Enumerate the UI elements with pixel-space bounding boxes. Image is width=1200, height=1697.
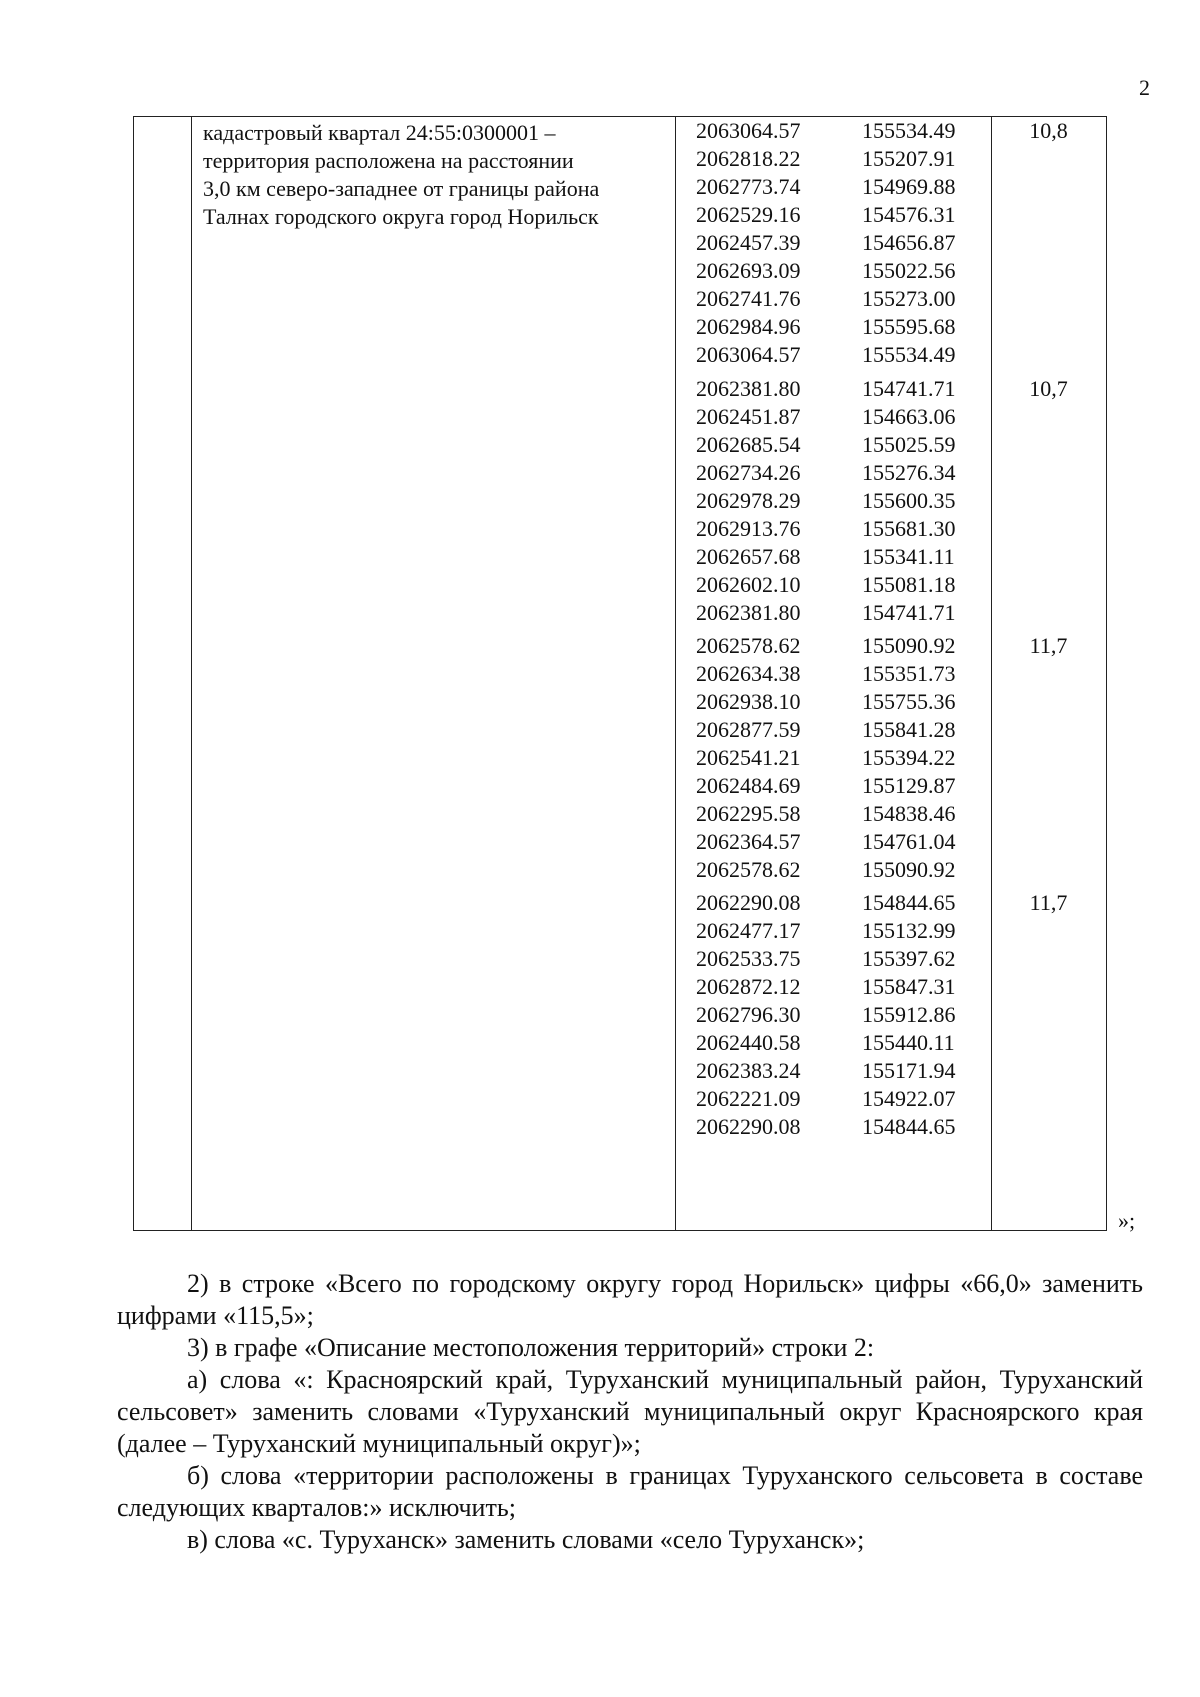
coordinate-y: 154844.65	[862, 1114, 956, 1139]
coordinate-x: 2062773.74	[696, 174, 801, 199]
coordinate-x: 2062872.12	[696, 974, 801, 999]
coordinate-row	[134, 515, 1106, 543]
coordinate-y: 155090.92	[862, 633, 956, 658]
amendment-paragraph-2: 2) в строке «Всего по городскому округу город Норильск» цифры «66,0» заменить цифрами «115,5»;	[117, 1269, 1143, 1330]
coordinate-row	[134, 571, 1106, 599]
coordinate-group	[134, 117, 1106, 369]
coordinate-group	[134, 889, 1106, 1141]
coordinate-y: 155847.31	[862, 974, 956, 999]
coordinate-x: 2062578.62	[696, 857, 801, 882]
coordinate-row	[134, 229, 1106, 257]
amendments-text	[117, 1268, 1143, 1556]
coordinate-row	[134, 375, 1106, 403]
coordinate-y: 154761.04	[862, 829, 956, 854]
coordinate-row	[134, 543, 1106, 571]
coordinate-x: 2063064.57	[696, 342, 801, 367]
coordinate-row	[134, 973, 1106, 1001]
coordinate-row	[134, 800, 1106, 828]
description-line: 3,0 км северо-западнее от границы района	[203, 176, 600, 201]
coordinate-x: 2062938.10	[696, 689, 801, 714]
coordinate-x: 2062440.58	[696, 1030, 801, 1055]
coordinate-x: 2062602.10	[696, 572, 801, 597]
coordinate-x: 2062457.39	[696, 230, 801, 255]
amendment-paragraph-3: 3) в графе «Описание местоположения территорий» строки 2:	[187, 1333, 875, 1362]
page-number: 2	[1139, 75, 1150, 100]
coordinate-row	[134, 117, 1106, 145]
description-line: территория расположена на расстоянии	[203, 148, 574, 173]
coordinate-y: 155595.68	[862, 314, 956, 339]
coordinate-y: 154969.88	[862, 174, 956, 199]
coordinate-row	[134, 1113, 1106, 1141]
coordinate-row	[134, 660, 1106, 688]
coordinate-row	[134, 257, 1106, 285]
coordinate-y: 155081.18	[862, 572, 956, 597]
coordinate-row	[134, 1001, 1106, 1029]
coordinate-x: 2062295.58	[696, 801, 801, 826]
coordinate-y: 154741.71	[862, 376, 956, 401]
coordinate-y: 155207.91	[862, 146, 956, 171]
coordinate-x: 2062541.21	[696, 745, 801, 770]
coordinate-row	[134, 856, 1106, 884]
coordinate-row	[134, 889, 1106, 917]
coordinate-x: 2062477.17	[696, 918, 801, 943]
coordinate-x: 2062484.69	[696, 773, 801, 798]
coordinate-row	[134, 341, 1106, 369]
coordinate-x: 2062364.57	[696, 829, 801, 854]
coordinate-row	[134, 201, 1106, 229]
coordinate-row	[134, 632, 1106, 660]
coordinate-row	[134, 431, 1106, 459]
coordinate-y: 155534.49	[862, 342, 956, 367]
coordinate-y: 155912.86	[862, 1002, 956, 1027]
coordinate-y: 155132.99	[862, 918, 956, 943]
coordinate-y: 154922.07	[862, 1086, 956, 1111]
coordinate-group	[134, 632, 1106, 884]
coordinate-y: 154576.31	[862, 202, 956, 227]
coordinates-table	[133, 116, 1107, 1231]
coordinate-y: 155341.11	[862, 544, 955, 569]
coordinate-x: 2062734.26	[696, 460, 801, 485]
coordinate-x: 2063064.57	[696, 118, 801, 143]
coordinate-x: 2062685.54	[696, 432, 801, 457]
coordinate-x: 2062741.76	[696, 286, 801, 311]
coordinate-row	[134, 1029, 1106, 1057]
coordinate-x: 2062290.08	[696, 1114, 801, 1139]
area-value: 11,7	[1029, 633, 1068, 658]
coordinate-row	[134, 173, 1106, 201]
coordinate-y: 155022.56	[862, 258, 956, 283]
description-line: Талнах городского округа город Норильск	[203, 204, 599, 229]
coordinate-x: 2062290.08	[696, 890, 801, 915]
coordinate-row	[134, 487, 1106, 515]
coordinate-x: 2062529.16	[696, 202, 801, 227]
amendment-paragraph-v: в) слова «с. Туруханск» заменить словами «село Туруханск»;	[187, 1525, 865, 1554]
coordinate-group	[134, 375, 1106, 627]
coordinate-x: 2062984.96	[696, 314, 801, 339]
coordinate-x: 2062533.75	[696, 946, 801, 971]
amendment-paragraph-a: а) слова «: Красноярский край, Туруханский муниципальный район, Туруханский сельсовет» заменить словами «Туруханский муниципальный округ Красноярского края (далее – Туруханский муниципальный округ)»;	[117, 1365, 1143, 1458]
coordinate-x: 2062978.29	[696, 488, 801, 513]
coordinate-y: 154656.87	[862, 230, 956, 255]
coordinate-x: 2062796.30	[696, 1002, 801, 1027]
amendment-paragraph-b: б) слова «территории расположены в границах Туруханского сельсовета в составе следующих кварталов:» исключить;	[117, 1461, 1143, 1522]
coordinate-y: 154741.71	[862, 600, 956, 625]
coordinate-row	[134, 917, 1106, 945]
coordinate-y: 154663.06	[862, 404, 956, 429]
coordinate-y: 155681.30	[862, 516, 956, 541]
closing-quote: »;	[1118, 1208, 1136, 1233]
coordinate-x: 2062634.38	[696, 661, 801, 686]
coordinate-row	[134, 945, 1106, 973]
description-line: кадастровый квартал 24:55:0300001 –	[203, 120, 556, 145]
coordinate-y: 155397.62	[862, 946, 956, 971]
coordinate-y: 155755.36	[862, 689, 956, 714]
coordinate-row	[134, 828, 1106, 856]
coordinate-row	[134, 459, 1106, 487]
coordinate-row	[134, 313, 1106, 341]
coordinate-y: 155600.35	[862, 488, 956, 513]
coordinate-y: 154844.65	[862, 890, 956, 915]
coordinate-row	[134, 688, 1106, 716]
coordinate-row	[134, 1057, 1106, 1085]
coordinate-x: 2062657.68	[696, 544, 801, 569]
coordinate-row	[134, 403, 1106, 431]
coordinate-y: 155351.73	[862, 661, 956, 686]
coordinate-y: 155841.28	[862, 717, 956, 742]
coordinate-y: 155440.11	[862, 1030, 955, 1055]
coordinate-row	[134, 716, 1106, 744]
coordinate-x: 2062221.09	[696, 1086, 801, 1111]
area-value: 11,7	[1029, 890, 1068, 915]
coordinate-row	[134, 1085, 1106, 1113]
coordinate-row	[134, 285, 1106, 313]
coordinate-y: 155090.92	[862, 857, 956, 882]
coordinate-x: 2062578.62	[696, 633, 801, 658]
coordinate-y: 155025.59	[862, 432, 956, 457]
coordinate-y: 154838.46	[862, 801, 956, 826]
coordinate-x: 2062818.22	[696, 146, 801, 171]
coordinate-y: 155394.22	[862, 745, 956, 770]
area-value: 10,7	[1029, 376, 1068, 401]
coordinate-y: 155273.00	[862, 286, 956, 311]
coordinate-y: 155276.34	[862, 460, 956, 485]
coordinate-x: 2062383.24	[696, 1058, 801, 1083]
area-value: 10,8	[1029, 118, 1068, 143]
coordinate-x: 2062693.09	[696, 258, 801, 283]
coordinate-x: 2062913.76	[696, 516, 801, 541]
coordinate-x: 2062381.80	[696, 376, 801, 401]
coordinate-row	[134, 145, 1106, 173]
coordinate-y: 155171.94	[862, 1058, 956, 1083]
coordinate-row	[134, 772, 1106, 800]
coordinate-x: 2062451.87	[696, 404, 801, 429]
coordinate-row	[134, 744, 1106, 772]
coordinate-y: 155534.49	[862, 118, 956, 143]
coordinate-x: 2062877.59	[696, 717, 801, 742]
coordinate-row	[134, 599, 1106, 627]
coordinate-x: 2062381.80	[696, 600, 801, 625]
coordinate-y: 155129.87	[862, 773, 956, 798]
